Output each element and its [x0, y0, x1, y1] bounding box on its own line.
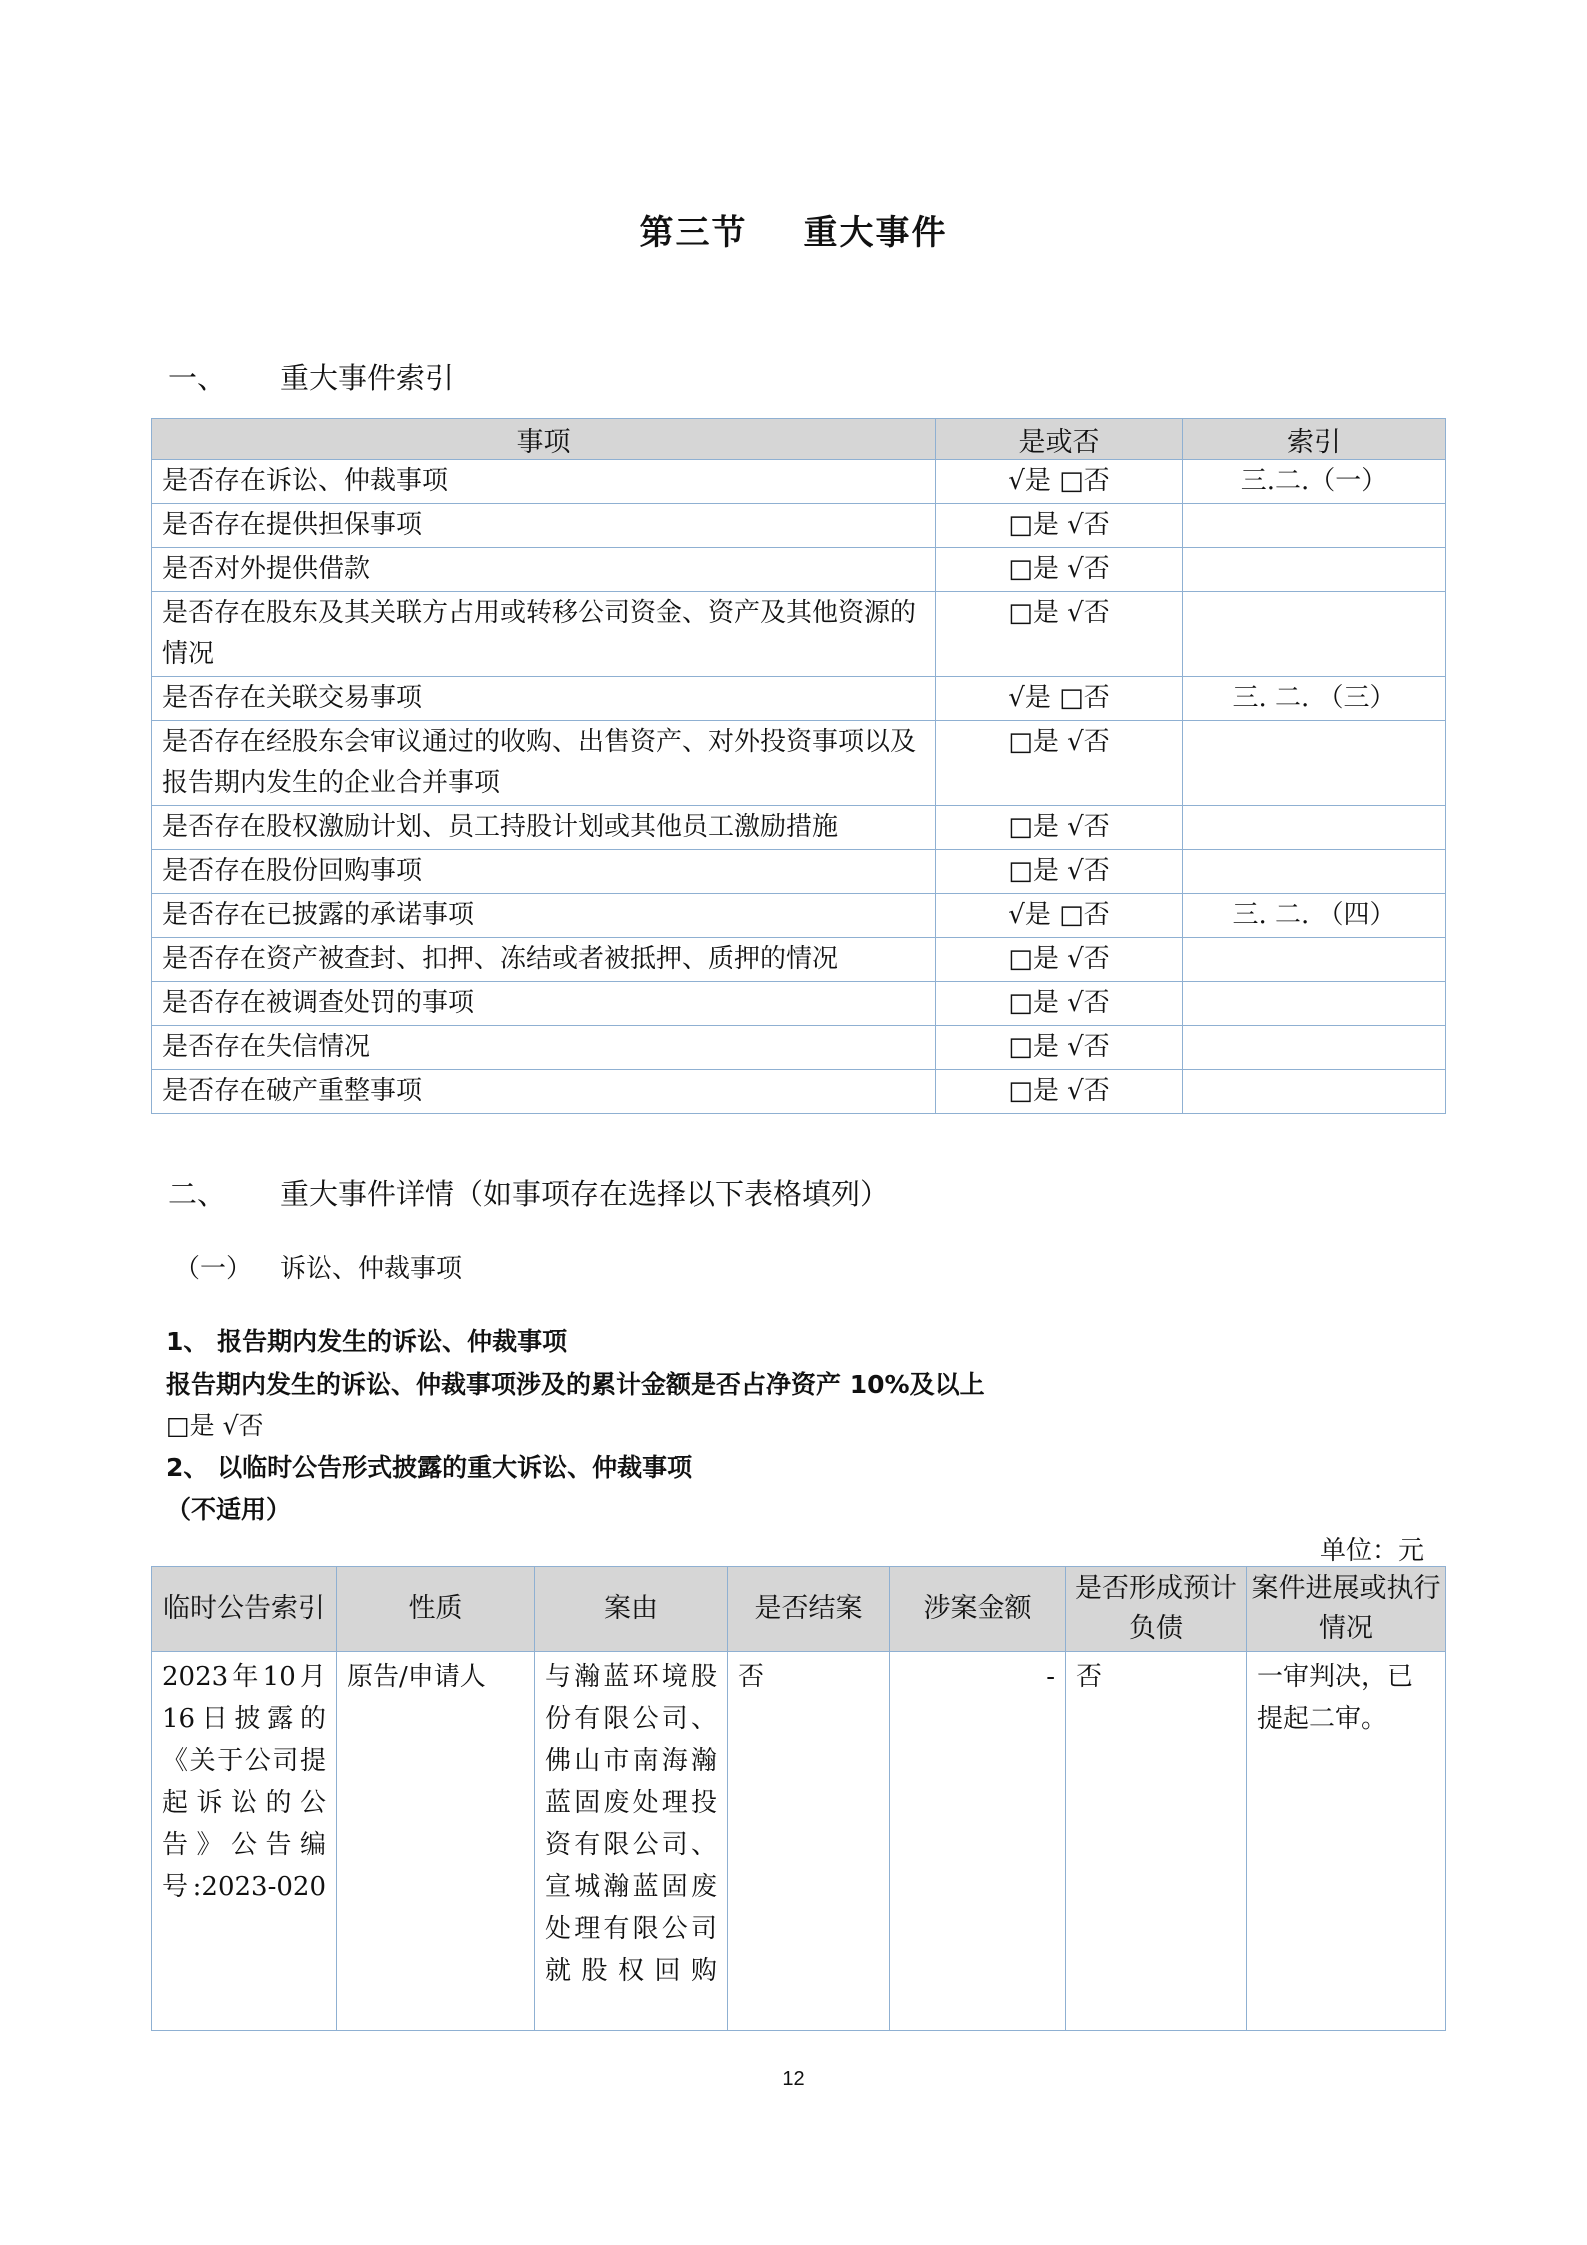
event-item: 是否存在诉讼、仲裁事项 — [152, 460, 936, 504]
table-header-row — [152, 1567, 1446, 1652]
announcement-cell: 2023年10月16日披露的《关于公司提起诉讼的公告》公告编号:2023-020 — [152, 1652, 337, 2031]
table-row — [152, 460, 1446, 504]
section-heading-details — [168, 1172, 889, 1213]
column-header-cause: 案由 — [535, 1567, 728, 1652]
page-number: 12 — [782, 2068, 805, 2090]
column-header-nature: 性质 — [337, 1567, 535, 1652]
yes-no-value: □是 √否 — [936, 592, 1183, 677]
litigation-answer: □是 √否 — [166, 1411, 264, 1440]
progress-cell: 一审判决，已提起二审。 — [1247, 1652, 1446, 2031]
column-header-amount: 涉案金额 — [890, 1567, 1066, 1652]
reference-value — [1183, 548, 1446, 592]
question-suffix: 及以上 — [909, 1370, 985, 1399]
yes-no-value: □是 √否 — [936, 721, 1183, 806]
yes-no-value: √是 □否 — [936, 894, 1183, 938]
reference-value — [1183, 1026, 1446, 1070]
table-row — [152, 721, 1446, 806]
table-row — [152, 504, 1446, 548]
section-title: 重大事件索引 — [280, 361, 455, 395]
table-row — [152, 894, 1446, 938]
unit-label: 单位：元 — [1320, 1536, 1425, 1566]
yes-no-value: √是 □否 — [936, 677, 1183, 721]
item-1-heading: 1、 报告期内发生的诉讼、仲裁事项 — [166, 1327, 568, 1356]
table-row — [152, 850, 1446, 894]
column-header-yes-no: 是或否 — [936, 419, 1183, 460]
liability-cell: 否 — [1066, 1652, 1247, 2031]
page-title — [0, 205, 1587, 254]
reference-value: 三. 二. （三） — [1183, 677, 1446, 721]
subsection-number: （一） — [174, 1254, 253, 1284]
table-row — [152, 1652, 1446, 2031]
yes-no-value: □是 √否 — [936, 806, 1183, 850]
subsection-title: 诉讼、仲裁事项 — [280, 1254, 463, 1284]
table-row — [152, 677, 1446, 721]
item-2-heading: 2、 以临时公告形式披露的重大诉讼、仲裁事项 — [166, 1453, 693, 1482]
column-header-announcement: 临时公告索引 — [152, 1567, 337, 1652]
reference-value — [1183, 938, 1446, 982]
reference-value — [1183, 806, 1446, 850]
litigation-question — [166, 1365, 985, 1401]
subsection-heading — [174, 1248, 462, 1285]
yes-no-value: □是 √否 — [936, 982, 1183, 1026]
litigation-case-table — [151, 1566, 1446, 2031]
table-row — [152, 1070, 1446, 1114]
column-header-item: 事项 — [152, 419, 936, 460]
event-item: 是否存在被调查处罚的事项 — [152, 982, 936, 1026]
yes-no-value: □是 √否 — [936, 938, 1183, 982]
reference-value — [1183, 592, 1446, 677]
table-row — [152, 806, 1446, 850]
reference-value: 三.二.（一） — [1183, 460, 1446, 504]
event-item: 是否存在资产被查封、扣押、冻结或者被抵押、质押的情况 — [152, 938, 936, 982]
event-item: 是否存在股东及其关联方占用或转移公司资金、资产及其他资源的情况 — [152, 592, 936, 677]
column-header-reference: 索引 — [1183, 419, 1446, 460]
page-title-text: 重大事件 — [803, 213, 948, 253]
page-title-section: 第三节 — [639, 213, 748, 253]
table-header-row — [152, 419, 1446, 460]
event-item: 是否存在经股东会审议通过的收购、出售资产、对外投资事项以及报告期内发生的企业合并事项 — [152, 721, 936, 806]
yes-no-value: √是 □否 — [936, 460, 1183, 504]
section-heading-index — [168, 356, 454, 397]
reference-value — [1183, 982, 1446, 1026]
section-title: 重大事件详情（如事项存在选择以下表格填列） — [280, 1177, 890, 1211]
reference-value — [1183, 850, 1446, 894]
amount-cell: - — [890, 1652, 1066, 2031]
major-events-index-table — [151, 418, 1446, 1114]
yes-no-value: □是 √否 — [936, 850, 1183, 894]
event-item: 是否存在提供担保事项 — [152, 504, 936, 548]
table-row — [152, 1026, 1446, 1070]
event-item: 是否对外提供借款 — [152, 548, 936, 592]
table-row — [152, 548, 1446, 592]
question-percent: 10% — [849, 1370, 910, 1399]
event-item: 是否存在股权激励计划、员工持股计划或其他员工激励措施 — [152, 806, 936, 850]
yes-no-value: □是 √否 — [936, 548, 1183, 592]
question-prefix: 报告期内发生的诉讼、仲裁事项涉及的累计金额是否占净资产 — [166, 1370, 842, 1399]
cause-cell: 与瀚蓝环境股份有限公司、佛山市南海瀚蓝固废处理投资有限公司、宣城瀚蓝固废处理有限公司就股权回购 — [535, 1652, 728, 2031]
event-item: 是否存在已披露的承诺事项 — [152, 894, 936, 938]
reference-value: 三. 二. （四） — [1183, 894, 1446, 938]
column-header-progress: 案件进展或执行情况 — [1247, 1567, 1446, 1652]
nature-cell: 原告/申请人 — [337, 1652, 535, 2031]
yes-no-value: □是 √否 — [936, 1070, 1183, 1114]
reference-value — [1183, 721, 1446, 806]
event-item: 是否存在失信情况 — [152, 1026, 936, 1070]
section-number: 二、 — [168, 1177, 227, 1211]
reference-value — [1183, 1070, 1446, 1114]
event-item: 是否存在破产重整事项 — [152, 1070, 936, 1114]
table-row — [152, 592, 1446, 677]
table-row — [152, 982, 1446, 1026]
yes-no-value: □是 √否 — [936, 1026, 1183, 1070]
column-header-closed: 是否结案 — [728, 1567, 890, 1652]
closed-cell: 否 — [728, 1652, 890, 2031]
reference-value — [1183, 504, 1446, 548]
event-item: 是否存在关联交易事项 — [152, 677, 936, 721]
not-applicable-note: （不适用） — [166, 1495, 292, 1524]
section-number: 一、 — [168, 361, 227, 395]
column-header-liability: 是否形成预计负债 — [1066, 1567, 1247, 1652]
yes-no-value: □是 √否 — [936, 504, 1183, 548]
event-item: 是否存在股份回购事项 — [152, 850, 936, 894]
table-row — [152, 938, 1446, 982]
